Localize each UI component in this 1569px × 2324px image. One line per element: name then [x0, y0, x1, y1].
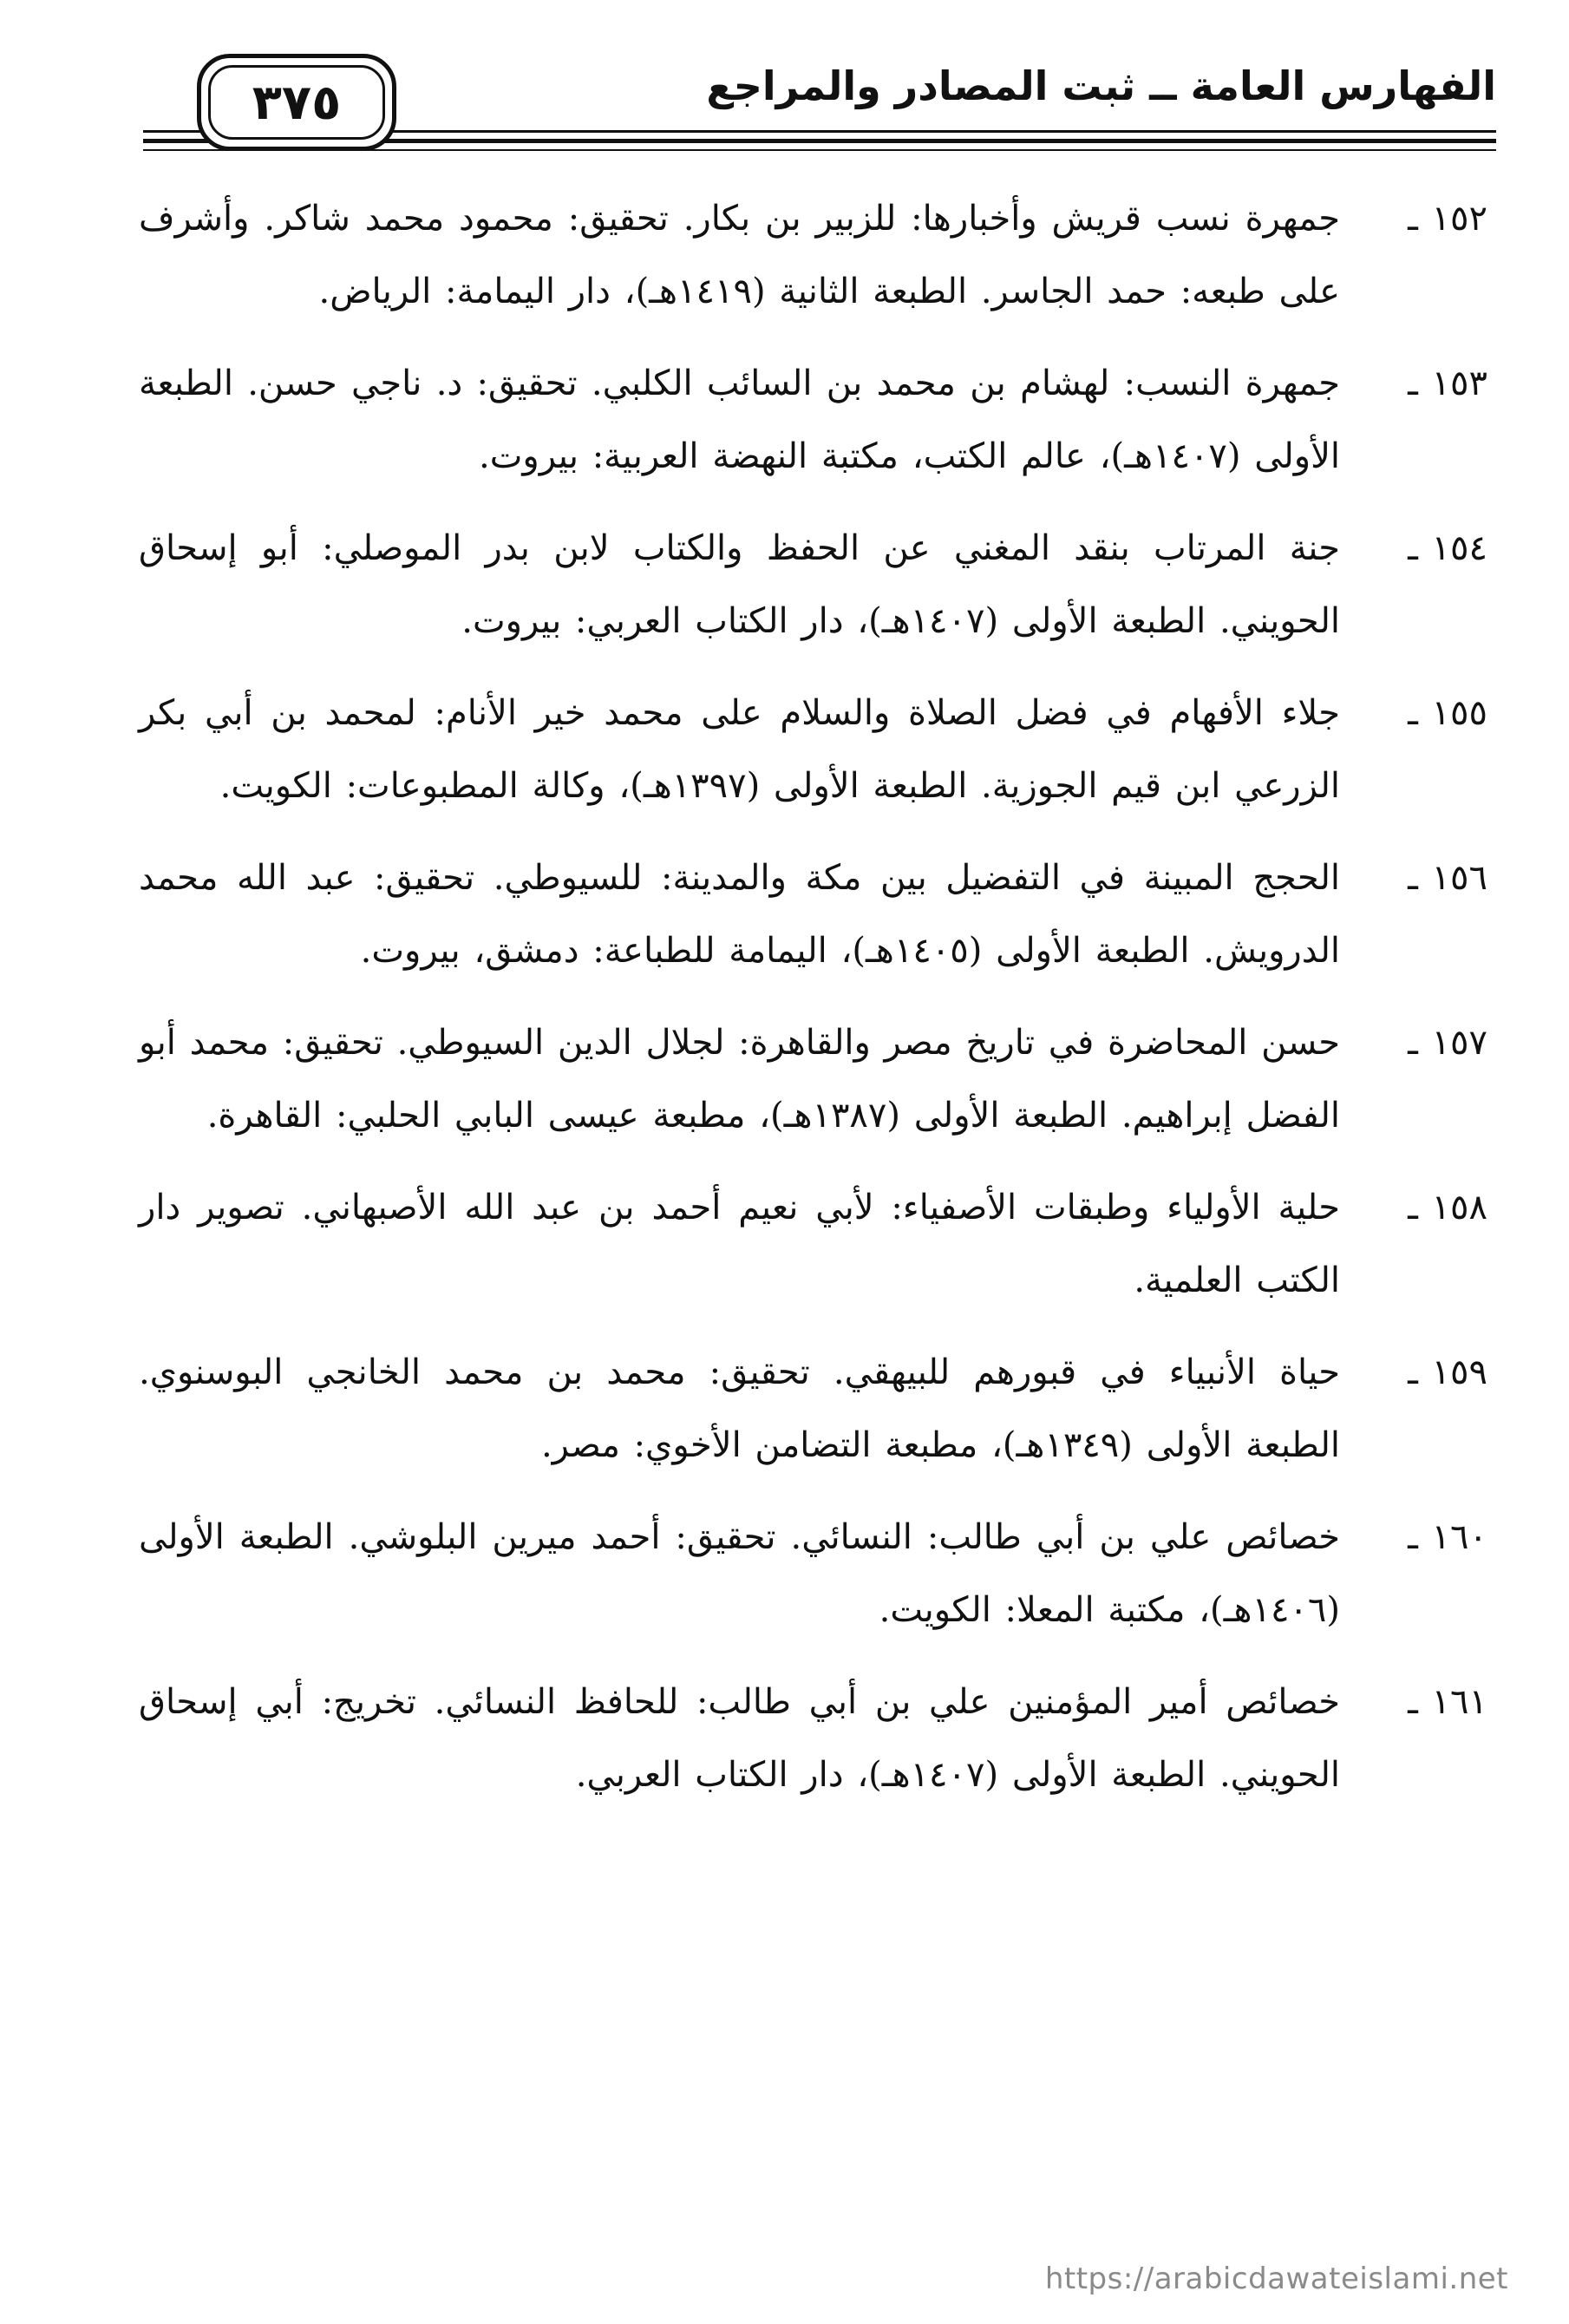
bibliography-entry: [139, 347, 1487, 493]
entry-text: الحجج المبينة في التفضيل بين مكة والمدينة: للسيوطي. تحقيق: عبد الله محمد الدرويش. الطبعة الأولى (١٤٠٥هـ)، اليمامة للطباعة: دمشق، بيروت.: [139, 858, 1340, 971]
entry-text: جمهرة النسب: لهشام بن محمد بن السائب الكلبي. تحقيق: د. ناجي حسن. الطبعة الأولى (١٤٠٧هـ)، عالم الكتب، مكتبة النهضة العربية: بيروت.: [139, 363, 1340, 476]
bibliography-entry: [139, 1171, 1487, 1317]
bibliography-entry: [139, 677, 1487, 822]
page-header: [143, 54, 1496, 158]
bibliography-entry: [139, 1501, 1487, 1646]
entry-text: خصائص علي بن أبي طالب: النسائي. تحقيق: أحمد ميرين البلوشي. الطبعة الأولى (١٤٠٦هـ)، مكتبة المعلا: الكويت.: [139, 1517, 1340, 1630]
entry-number: ١٥٨ ـ: [1408, 1188, 1487, 1227]
bibliography-entry: [139, 182, 1487, 328]
entry-number: ١٥٥ ـ: [1408, 693, 1487, 733]
entry-text: جنة المرتاب بنقد المغني عن الحفظ والكتاب لابن بدر الموصلي: أبو إسحاق الحويني. الطبعة الأولى (١٤٠٧هـ)، دار الكتاب العربي: بيروت.: [139, 528, 1340, 641]
bibliography-list: [139, 182, 1487, 1830]
bibliography-entry: [139, 841, 1487, 987]
entry-number: ١٥٦ ـ: [1408, 858, 1487, 898]
entry-text: حلية الأولياء وطبقات الأصفياء: لأبي نعيم أحمد بن عبد الله الأصبهاني. تصوير دار الكتب العلمية.: [139, 1188, 1340, 1300]
entry-number: ١٦١ ـ: [1408, 1682, 1487, 1722]
entry-number: ١٥٢ ـ: [1408, 199, 1487, 239]
entry-text: خصائص أمير المؤمنين علي بن أبي طالب: للحافظ النسائي. تخريج: أبي إسحاق الحويني. الطبعة الأولى (١٤٠٧هـ)، دار الكتاب العربي.: [139, 1682, 1340, 1795]
bibliography-entry: [139, 1336, 1487, 1482]
entry-text: جلاء الأفهام في فضل الصلاة والسلام على محمد خير الأنام: لمحمد بن أبي بكر الزرعي ابن قيم الجوزية. الطبعة الأولى (١٣٩٧هـ)، وكالة المطبوعات: الكويت.: [139, 693, 1340, 806]
entry-number: ١٥٧ ـ: [1408, 1023, 1487, 1063]
entry-number: ١٥٤ ـ: [1408, 528, 1487, 568]
entry-number: ١٦٠ ـ: [1408, 1517, 1487, 1557]
running-head-title: الفهارس العامة ــ ثبت المصادر والمراجع: [706, 62, 1496, 109]
page-number: ٣٧٥: [208, 65, 385, 140]
entry-text: حياة الأنبياء في قبورهم للبيهقي. تحقيق: محمد بن محمد الخانجي البوسنوي. الطبعة الأولى (١٣٤٩هـ)، مطبعة التضامن الأخوي: مصر.: [139, 1352, 1340, 1465]
bibliography-entry: [139, 1006, 1487, 1152]
entry-text: جمهرة نسب قريش وأخبارها: للزبير بن بكار. تحقيق: محمود محمد شاكر. وأشرف على طبعه: حمد الجاسر. الطبعة الثانية (١٤١٩هـ)، دار اليمامة: الرياض.: [139, 199, 1340, 311]
entry-text: حسن المحاضرة في تاريخ مصر والقاهرة: لجلال الدين السيوطي. تحقيق: محمد أبو الفضل إبراهيم. الطبعة الأولى (١٣٨٧هـ)، مطبعة عيسى البابي الحلبي: القاهرة.: [139, 1023, 1340, 1136]
bibliography-entry: [139, 512, 1487, 658]
bibliography-entry: [139, 1666, 1487, 1811]
entry-number: ١٥٩ ـ: [1408, 1352, 1487, 1392]
source-watermark: https://arabicdawateislami.net: [1044, 2262, 1508, 2296]
page-number-frame: [197, 54, 396, 151]
entry-number: ١٥٣ ـ: [1408, 363, 1487, 403]
